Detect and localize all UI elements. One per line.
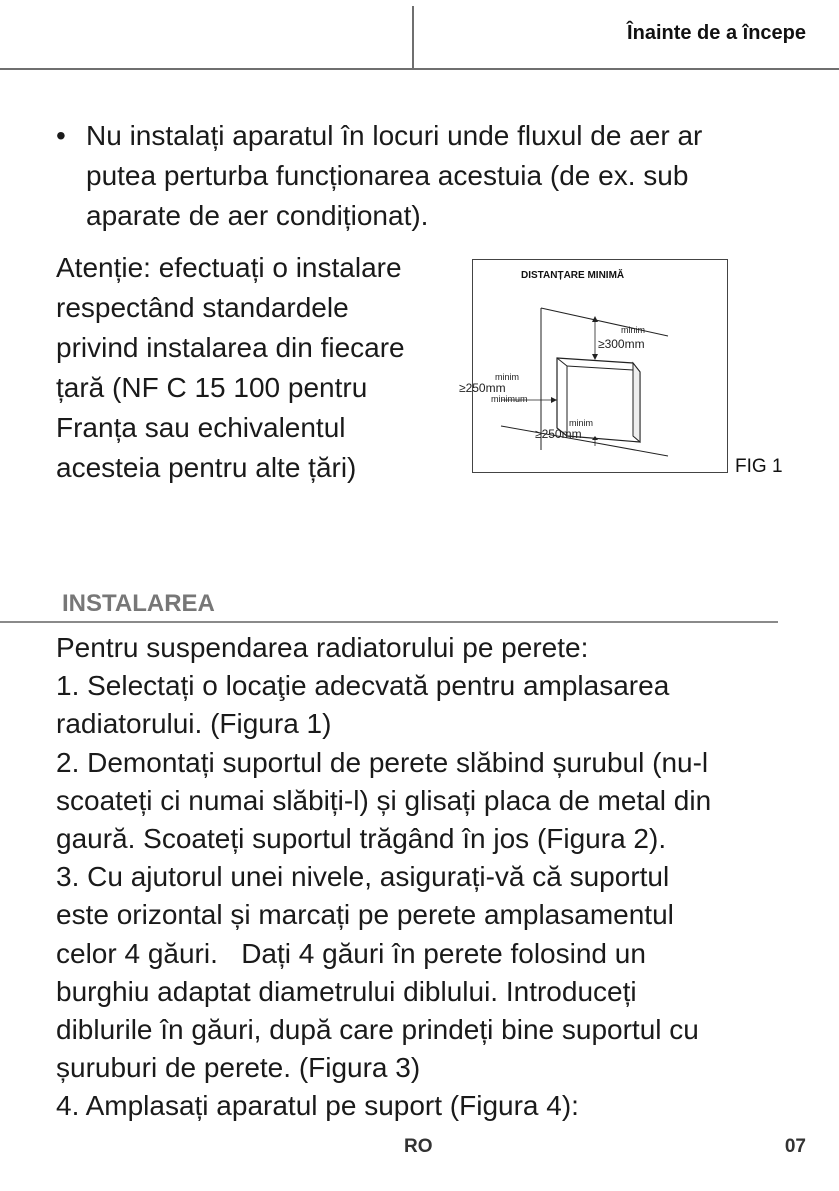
instruction-line: șuruburi de perete. (Figura 3) (56, 1052, 421, 1084)
attention-line: privind instalarea din fiecare (56, 332, 405, 363)
header-divider-horizontal (0, 68, 839, 70)
instruction-line: 2. Demontați suportul de perete slăbind șurubul (nu-l (56, 746, 709, 778)
header-title: Înainte de a începe (627, 22, 806, 44)
instruction-line: burghiu adaptat diametrului diblului. Introduceți (56, 975, 637, 1007)
page-number: 07 (784, 1136, 806, 1157)
side-value-label: ≥250mm (459, 381, 506, 395)
ceiling-line (541, 308, 668, 336)
instruction-line: Pentru suspendarea radiatorului pe perete: (56, 632, 589, 663)
side-min-label: minim (495, 372, 519, 382)
instructions (56, 629, 826, 1126)
instruction-line: 4. Amplasați aparatul pe suport (Figura 4): (56, 1090, 579, 1122)
clearance-figure (459, 259, 728, 473)
instruction-line: celor 4 găuri. Dați 4 găuri în perete folosind un (56, 937, 646, 969)
top-min-label: minim (621, 325, 645, 335)
instruction-line: 3. Cu ajutorul unei nivele, asigurați-vă că suportul (56, 861, 670, 893)
attention-line: Atenție: efectuați o instalare (56, 252, 402, 283)
side-arrow-head (551, 397, 557, 403)
figure-label: FIG 1 (735, 456, 783, 477)
bullet-line: Nu instalați aparatul în locuri unde fluxul de aer ar (86, 120, 703, 151)
header-divider-vertical (412, 6, 414, 68)
bottom-value-label: ≥250mm (535, 427, 582, 441)
top-value-label: ≥300mm (598, 337, 645, 351)
top-arrow-head-down (592, 354, 598, 360)
instruction-line: scoateți ci numai slăbiți-l) și glisați placa de metal din (56, 784, 712, 816)
section-divider (0, 621, 778, 623)
attention-line: acesteia pentru alte țări) (56, 452, 357, 483)
bottom-min-label: minim (569, 418, 593, 428)
footer-language: RO (404, 1136, 433, 1157)
bullet-line: aparate de aer condiționat). (86, 200, 429, 231)
side-min2-label: minimum (491, 394, 528, 404)
section-title: INSTALAREA (62, 590, 215, 617)
attention-line: Franța sau echivalentul (56, 412, 346, 443)
attention-line: țară (NF C 15 100 pentru (56, 372, 368, 403)
bullet-line: putea perturba funcționarea acestuia (de ex. sub (86, 160, 689, 191)
instruction-line: radiatorului. (Figura 1) (56, 708, 332, 740)
instruction-line: diblurile în găuri, după care prindeți bine suportul cu (56, 1014, 699, 1046)
bullet-marker: • (56, 120, 66, 151)
instruction-line: este orizontal și marcați pe perete amplasamentul (56, 899, 674, 931)
floor-line-right (591, 442, 668, 456)
instruction-line: 1. Selectați o locaţie adecvată pentru amplasarea (56, 670, 670, 702)
bullet-text (86, 116, 826, 236)
instruction-line: gaură. Scoateți suportul trăgând în jos (Figura 2). (56, 823, 667, 855)
figure-title: DISTANȚARE MINIMĂ (521, 270, 625, 281)
attention-line: respectând standardele (56, 292, 349, 323)
heater-side (633, 363, 640, 442)
clearance-diagram (459, 260, 729, 474)
attention-paragraph (56, 248, 466, 488)
